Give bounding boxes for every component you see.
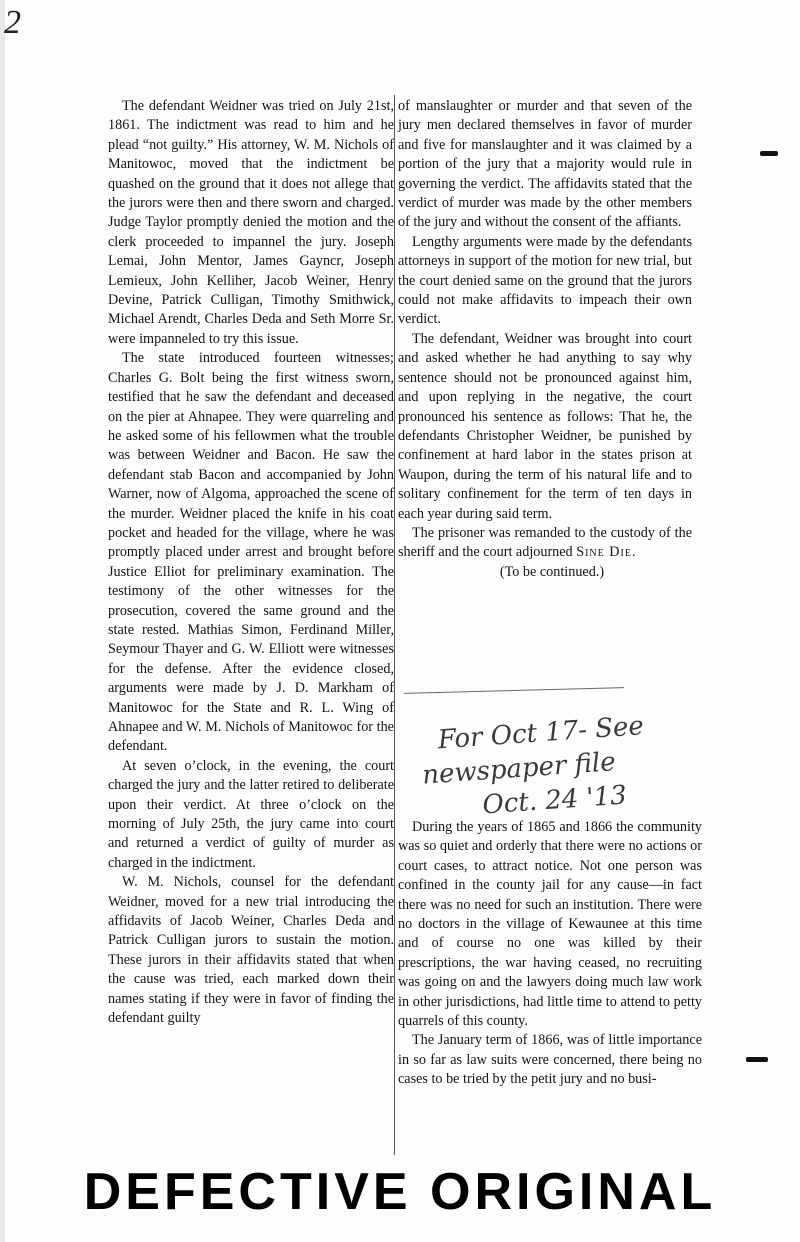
left-paragraph-4: W. M. Nichols, counsel for the defendant Weidner, moved for a new trial introducing the affidavits of Jacob Weiner, Charles Deda and Patrick Culligan jurors to sustain the motion. These jurors in their affidavits stated that when the cause was tried, each marked down their names stating if they were in favor of finding the defendant guilty [108,874,394,1027]
left-paragraph-2: The state introduced fourteen witnesses; Charles G. Bolt being the first witness sworn, testified that he saw the defendant and deceased on the pier at Ahnapee. They were quarreling and he asked some of his fellowmen what the trouble was between Weidner and Bacon. He saw the defendant stab Bacon and accompanied by John Warner, now of Algoma, approached the scene of the murder. Weidner placed the knife in his coat pocket and headed for the village, where he was promptly placed under arrest and brought before Justice Elliot for preliminary examination. The testimony of the other witnesses for the prosecution, covered the same ground and the state rested. Mathias Simon, Ferdinand Miller, Seymour Thayer and G. W. Elliott were witnesses for the defense. After the evidence closed, arguments were made by J. D. Markham of Manitowoc for the State and R. L. Wing of Ahnapee and W. M. Nichols of Manitowoc for the defendant. [108,350,394,755]
right-paragraph-1: of manslaughter or murder and that seven of the jury men declared themselves in favor of murder and five for manslaughter and it was claimed by a portion of the jury that a majority would rule in governing the verdict. The affidavits stated that the verdict of murder was made by the other members of the jury and without the consent of the affiants. [398,98,692,231]
right-column-top [398,97,692,697]
right-bottom-paragraph-1: During the years of 1865 and 1866 the community was so quiet and orderly that there were no actions or court cases, to attract notice. Not one person was confined in the county jail for any cause—in fact there was no need for such an institution. There were no doctors in the village of Kewaunee at this time and of course no one was killed by their prescriptions, the war having ceased, no recruiting was going on and the lawyers doing much law work in other jurisdictions, had little time to attend to petty quarrels of this county. [398,819,702,1030]
continued-note: (To be continued.) [499,563,605,580]
column-divider [394,95,395,1155]
handwritten-line-1: For Oct 17- See [436,711,645,756]
sine-die-text: Sine Die. [576,544,637,561]
right-paragraph-3: The defendant, Weidner was brought into court and asked whether he had anything to say why sentence should not be pronounced against him, and upon replying in the negative, the court pronounced his sentence as follows: That he, the defendants Christopher Weidner, be punished by confinement at hard labor in the states prison at Waupon, during the term of his natural life and to solitary confinement for the term of ten days in each year during said term. [398,330,692,522]
adjourned-text: The prisoner was remanded to the custody of the sheriff and the court adjourned [398,524,692,561]
margin-mark [746,1057,768,1062]
left-column [108,97,394,1149]
left-paragraph-1: The defendant Weidner was tried on July 21st, 1861. The indictment was read to him and he plead “not guilty.” His attorney, W. M. Nichols of Manitowoc, moved that the indictment be quashed on the ground that it does not allege that the jurors were then and there sworn and charged. Judge Taylor promptly denied the motion and the clerk proceeded to impannel the jury. Joseph Lemai, John Mentor, James Gayncr, Joseph Lemieux, John Kelliher, Jacob Weiner, Henry Devine, Patrick Culligan, Timothy Smithwick, Michael Arendt, Charles Deda and Seth Morre Sr. were impanneled to try this issue. [108,98,394,347]
page-number: 2 [4,4,21,41]
right-bottom-paragraph-2: The January term of 1866, was of little importance in so far as law suits were concerned, there being no cases to be tried by the petit jury and no busi- [398,1032,702,1088]
left-paragraph-3: At seven o’clock, in the evening, the court charged the jury and the latter retired to deliberate upon their verdict. At three o’clock on the morning of July 25th, the jury came into court and returned a verdict of guilty of murder as charged in the indictment. [108,757,394,871]
margin-mark [760,151,778,156]
handwritten-line-2: newspaper file [421,747,617,791]
scan-edge [0,0,5,1242]
right-column-bottom [398,818,702,1146]
right-paragraph-2: Lengthy arguments were made by the defendants attorneys in support of the motion for new trial, but the court denied same on the ground that the jurors could not make affidavits to impeach their own verdict. [398,233,692,328]
right-paragraph-4 [398,524,692,563]
handwritten-note [421,707,684,825]
handwritten-line-3: Oct. 24 '13 [481,780,628,821]
defective-original-stamp: DEFECTIVE ORIGINAL [83,1163,717,1221]
